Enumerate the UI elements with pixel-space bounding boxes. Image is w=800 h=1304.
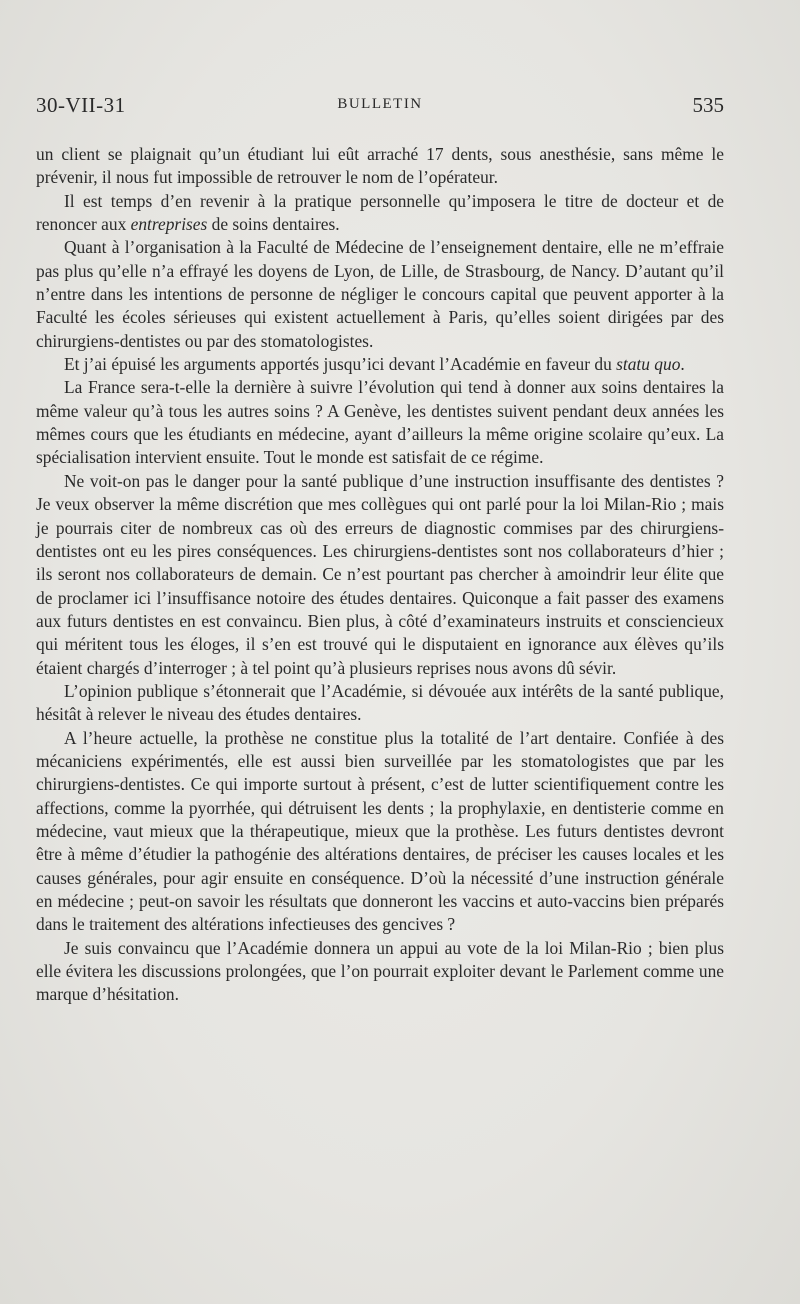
paragraph <box>36 727 724 937</box>
header-date: 30-VII-31 <box>36 93 126 117</box>
paragraph <box>36 143 724 190</box>
header-title: BULLETIN <box>337 96 423 112</box>
paragraph-text: . <box>680 354 685 375</box>
italic-phrase: statu quo <box>616 354 681 375</box>
paragraph-text: Quant à l’organisation à la Faculté de Médecine de l’enseignement dentaire, elle ne m’effraie pas plus qu’elle n’a effrayé les doyens de Lyon, de Lille, de Strasbourg, de Nancy. D’autant qu’il n’entre dans les intentions de personne de négliger le concours capital que peuvent apporter à la Faculté les écoles sérieuses qui existent actuellement à Paris, qu’elles soient dirigées par des chirurgiens-dentistes ou par des stomatologistes. <box>36 237 724 351</box>
italic-phrase: entreprises <box>130 214 208 235</box>
paragraph <box>36 190 724 237</box>
page-number: 535 <box>692 93 724 117</box>
paragraph-text: de soins dentaires. <box>207 214 340 235</box>
paragraph <box>36 353 724 376</box>
paragraph-text: L’opinion publique s’étonnerait que l’Académie, si dévouée aux intérêts de la santé publique, hésitât à relever le niveau des études dentaires. <box>36 680 724 725</box>
paragraph-text: Et j’ai épuisé les arguments apportés jusqu’ici devant l’Académie en faveur du <box>64 354 617 375</box>
paragraph <box>36 236 724 353</box>
paragraph-text: un client se plaignait qu’un étudiant lui eût arraché 17 dents, sous anesthésie, sans même le prévenir, il nous fut impossible de retrouver le nom de l’opérateur. <box>36 144 724 188</box>
paragraph-text: Ne voit-on pas le danger pour la santé publique d’une instruction insuffisante des dentistes ? Je veux observer la même discrétion que mes collègues qui ont parlé pour la loi Milan-Rio ; mais je pourrais citer de nombreux cas où des erreurs de diagnostic commises par des chirurgiens-dentistes ont eu les pires conséquences. Les chirurgiens-dentistes sont nos collaborateurs d’hier ; ils seront nos collaborateurs de demain. Ce n’est pourtant pas chercher à amoindrir leur élite que de proclamer ici l’insuffisance notoire des études dentaires. Quiconque a fait passer des examens aux futurs dentistes en est convaincu. Bien plus, à côté d’examinateurs instruits et consciencieux qui méritent tous les éloges, il s’en est trouvé qui le disputaient en ignorance aux élèves qu’ils étaient chargés d’interroger ; à tel point qu’à plusieurs reprises nous avons dû sévir. <box>36 470 724 678</box>
paragraph <box>36 937 724 1007</box>
paragraph <box>36 680 724 727</box>
paragraph <box>36 376 724 469</box>
body-text <box>36 143 724 1007</box>
paragraph <box>36 470 724 680</box>
paragraph-text: A l’heure actuelle, la prothèse ne constitue plus la totalité de l’art dentaire. Confiée à des mécaniciens expérimentés, elle est aussi bien surveillée par les stomatologistes que par les chirurgiens-dentistes. Ce qui importe surtout à présent, c’est de lutter scientifiquement contre les affections, comme la pyorrhée, qui détruisent les dents ; la prophylaxie, en dentisterie comme en médecine, vaut mieux que la thérapeutique, mieux que la prothèse. Les futurs dentistes devront être à même d’étudier la pathogénie des altérations dentaires, de préciser les causes locales et les causes générales, pour agir ensuite en conséquence. D’où la nécessité d’une instruction générale en médecine ; peut-on savoir les résultats que donneront les vaccins et auto-vaccins bien préparés dans le traitement des altérations infectieuses des gencives ? <box>36 727 724 935</box>
running-header <box>36 93 724 121</box>
paragraph-text: La France sera-t-elle la dernière à suivre l’évolution qui tend à donner aux soins dentaires la même valeur qu’à tous les autres soins ? A Genève, les dentistes suivent pendant deux années les mêmes cours que les étudiants en médecine, ayant d’ailleurs la même origine scolaire qu’eux. La spécialisation intervient ensuite. Tout le monde est satisfait de ce régime. <box>36 377 724 468</box>
paragraph-text: Je suis convaincu que l’Académie donnera un appui au vote de la loi Milan-Rio ; bien plus elle évitera les discussions prolongées, que l’on pourrait exploiter devant le Parlement comme une marque d’hésitation. <box>36 937 724 1005</box>
paragraph-text: Il est temps d’en revenir à la pratique personnelle qu’imposera le titre de docteur et de renoncer aux <box>36 190 724 235</box>
